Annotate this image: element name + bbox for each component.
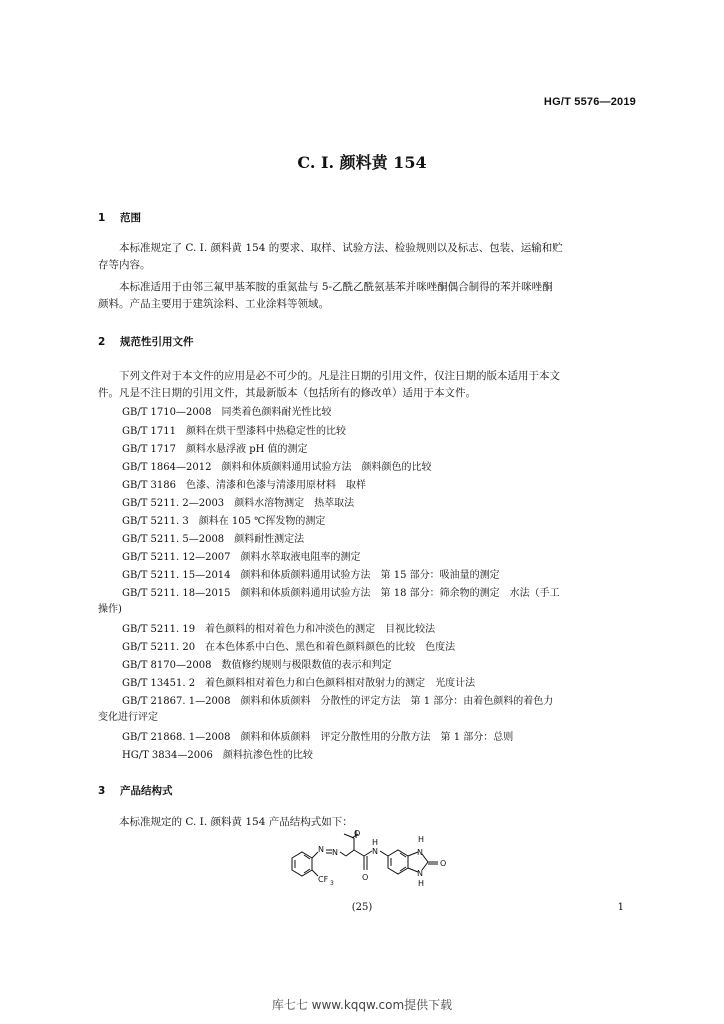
hydrogen-label: H bbox=[418, 879, 425, 888]
paragraph: 本标准规定的 C. I. 颜料黄 154 产品结构式如下： bbox=[119, 816, 353, 828]
section-number: 1 bbox=[98, 212, 106, 224]
reference-item: HG/T 3834—2006 颜料抗渗色性的比较 bbox=[122, 750, 313, 761]
nitrogen-label: N bbox=[372, 847, 378, 856]
reference-item: GB/T 13451. 2 着色颜料相对着色力和白色颜料相对散射力的测定 光度计法 bbox=[122, 678, 476, 689]
reference-item: GB/T 5211. 15—2014 颜料和体质颜料通用试验方法 第 15 部分：吸油量的测定 bbox=[122, 570, 500, 581]
section-1-heading bbox=[98, 210, 141, 225]
cf3-label: CF bbox=[318, 875, 329, 884]
print-number: (25) bbox=[351, 902, 373, 913]
nitrogen-label: N bbox=[332, 848, 338, 857]
reference-item: GB/T 8170—2008 数值修约规则与极限数值的表示和判定 bbox=[122, 660, 392, 671]
hydrogen-label: H bbox=[418, 835, 425, 844]
reference-item: GB/T 1711 颜料在烘干型漆料中热稳定性的比较 bbox=[122, 426, 347, 437]
nitrogen-label: N bbox=[318, 845, 324, 854]
reference-item: GB/T 21867. 1—2008 颜料和体质颜料 分散性的评定方法 第 1 部分：由着色颜料的着色力 bbox=[122, 696, 554, 707]
nitrogen-label: N bbox=[417, 869, 423, 878]
cf3-subscript: 3 bbox=[330, 880, 334, 887]
reference-item: GB/T 5211. 12—2007 颜料水萃取液电阻率的测定 bbox=[122, 552, 361, 563]
section-title: 规范性引用文件 bbox=[120, 336, 194, 348]
section-title: 产品结构式 bbox=[120, 785, 173, 797]
paragraph: 本标准适用于由邻三氟甲基苯胺的重氮盐与 5-乙酰乙酰氨基苯并咪唑酮偶合制得的苯并咪唑酮 bbox=[119, 281, 553, 293]
reference-continuation: 变化进行评定 bbox=[98, 712, 158, 723]
reference-item: GB/T 5211. 2—2003 颜料水溶物测定 热萃取法 bbox=[122, 498, 355, 509]
hydrogen-label: H bbox=[372, 838, 379, 847]
watermark-text: 库七七 www.kqqw.com提供下载 bbox=[271, 998, 453, 1012]
oxygen-label: O bbox=[362, 873, 369, 882]
paragraph: 下列文件对于本文件的应用是必不可少的。凡是注日期的引用文件，仅注日期的版本适用于本文 bbox=[119, 370, 560, 382]
reference-item: GB/T 5211. 18—2015 颜料和体质颜料通用试验方法 第 18 部分：筛余物的测定 水法（手工 bbox=[122, 588, 560, 599]
paragraph: 件。凡是不注日期的引用文件，其最新版本（包括所有的修改单）适用于本文件。 bbox=[98, 387, 476, 399]
paragraph: 颜料。产品主要用于建筑涂料、工业涂料等领域。 bbox=[98, 298, 329, 310]
document-title: C. I. 颜料黄 154 bbox=[297, 153, 427, 172]
reference-item: GB/T 5211. 19 着色颜料的相对着色力和冲淡色的测定 目视比较法 bbox=[122, 624, 436, 635]
reference-item: GB/T 1710—2008 同类着色颜料耐光性比较 bbox=[122, 407, 332, 418]
structural-formula bbox=[268, 830, 468, 900]
oxygen-label: O bbox=[440, 859, 447, 868]
oxygen-label: O bbox=[354, 830, 361, 838]
reference-item: GB/T 1864—2012 颜料和体质颜料通用试验方法 颜料颜色的比较 bbox=[122, 462, 432, 473]
reference-item: GB/T 1717 颜料水悬浮液 pH 值的测定 bbox=[122, 444, 308, 455]
paragraph: 本标准规定了 C. I. 颜料黄 154 的要求、取样、试验方法、检验规则以及标志、包装、运输和贮 bbox=[119, 242, 563, 254]
reference-item: GB/T 3186 色漆、清漆和色漆与清漆用原材料 取样 bbox=[122, 480, 367, 491]
section-title: 范围 bbox=[120, 212, 141, 224]
section-2-heading bbox=[98, 334, 194, 349]
page-number: 1 bbox=[617, 902, 624, 913]
reference-item: GB/T 5211. 20 在本色体系中白色、黑色和着色颜料颜色的比较 色度法 bbox=[122, 642, 456, 653]
section-3-heading bbox=[98, 783, 173, 798]
nitrogen-label: N bbox=[417, 848, 423, 857]
reference-item: GB/T 5211. 5—2008 颜料耐性测定法 bbox=[122, 534, 305, 545]
reference-item: GB/T 5211. 3 颜料在 105 ℃挥发物的测定 bbox=[122, 516, 326, 527]
reference-item: GB/T 21868. 1—2008 颜料和体质颜料 评定分散性用的分散方法 第 1 部分：总则 bbox=[122, 732, 514, 743]
section-number: 3 bbox=[98, 785, 106, 797]
standard-code: HG/T 5576—2019 bbox=[543, 96, 636, 108]
reference-continuation: 操作) bbox=[98, 604, 122, 615]
paragraph: 存等内容。 bbox=[98, 259, 151, 271]
section-number: 2 bbox=[98, 336, 106, 348]
